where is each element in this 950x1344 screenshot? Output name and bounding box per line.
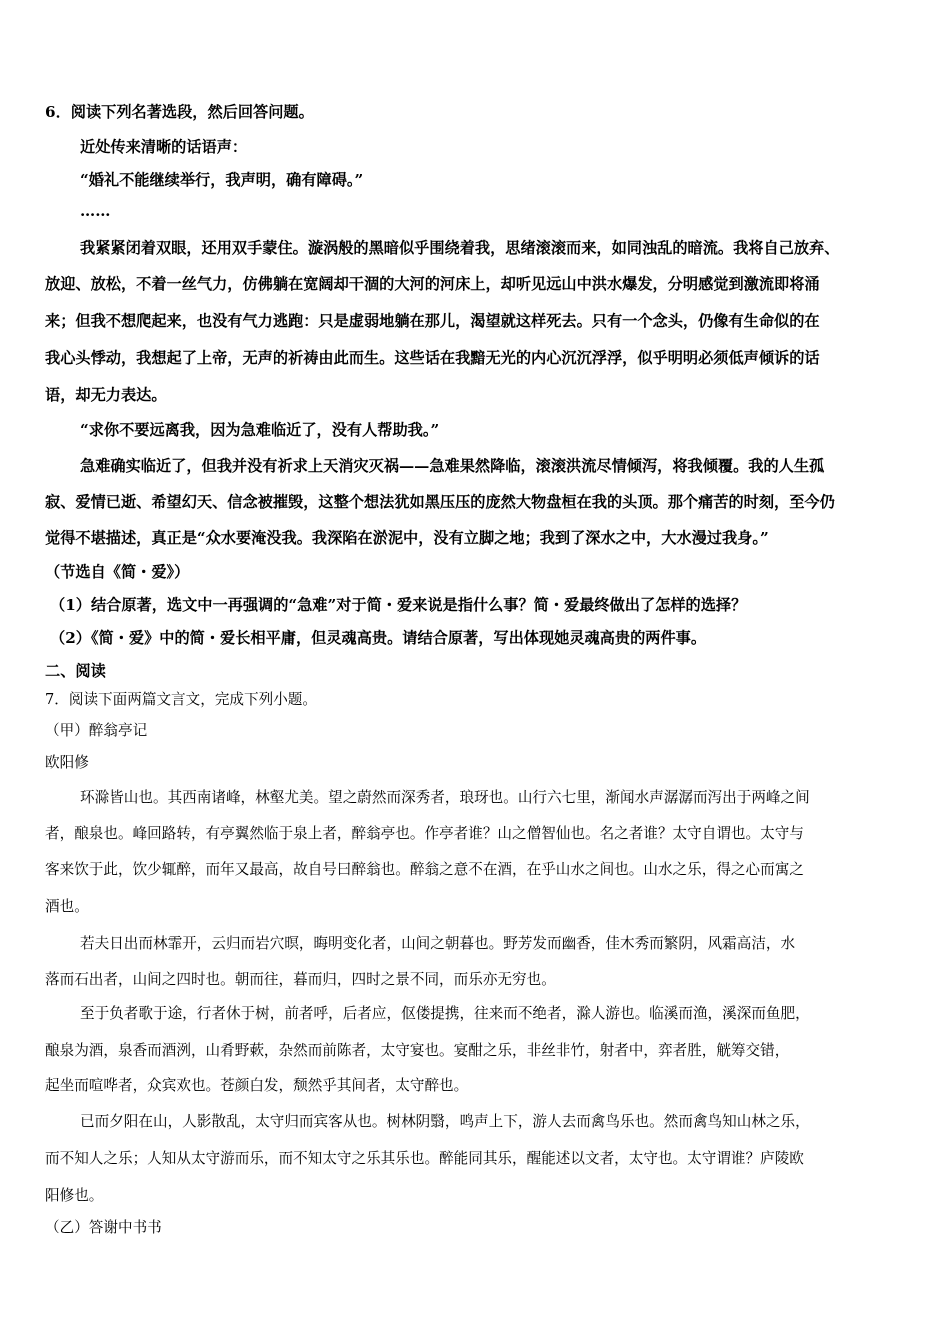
essay-paragraph-3-line: 起坐而喧哗者，众宾欢也。苍颜白发，颓然乎其间者，太守醉也。 (45, 1077, 469, 1094)
essay-paragraph-2-line: 落而石出者，山间之四时也。朝而往，暮而归，四时之景不同，而乐亦无穷也。 (45, 971, 556, 988)
essay-paragraph-4-line: 而不知人之乐；人知从太守游而乐，而不知太守之乐其乐也。醉能同其乐，醒能述以文者，太守也。太守谓谁？庐陵欧 (45, 1150, 804, 1167)
sub-question-1: （1）结合原著，选文中一再强调的“急难”对于简・爱来说是指什么事？简・爱最终做出了怎样的选择？ (50, 596, 747, 614)
sub-question-2: （2）《简・爱》中的简・爱长相平庸，但灵魂高贵。请结合原著，写出体现她灵魂高贵的两件事。 (50, 629, 707, 647)
excerpt-intro: 近处传来清晰的话语声： (80, 138, 248, 156)
essay-paragraph-1-line: 者，酿泉也。峰回路转，有亭翼然临于泉上者，醉翁亭也。作亭者谁？山之僧智仙也。名之者谁？太守自谓也。太守与 (45, 825, 804, 842)
essay-paragraph-1-line: 酒也。 (45, 898, 89, 915)
excerpt-paragraph-1-line: 来；但我不想爬起来，也没有气力逃跑：只是虚弱地躺在那儿，渴望就这样死去。只有一个念头，仍像有生命似的在 (45, 312, 820, 330)
essay-paragraph-1-line: 环滁皆山也。其西南诸峰，林壑尤美。望之蔚然而深秀者，琅玡也。山行六七里，渐闻水声潺潺而泻出于两峰之间 (80, 789, 810, 806)
essay-paragraph-4-line: 阳修也。 (45, 1187, 104, 1204)
essay-paragraph-1-line: 客来饮于此，饮少辄醉，而年又最高，故自号曰醉翁也。醉翁之意不在酒，在乎山水之间也。山水之乐，得之心而寓之 (45, 861, 804, 878)
excerpt-ellipsis: …… (80, 202, 111, 220)
essay-yi-title: （乙）答谢中书书 (45, 1219, 162, 1236)
excerpt-quote-2: “求你不要远离我，因为急难临近了，没有人帮助我。” (80, 421, 440, 439)
excerpt-quote-1: “婚礼不能继续举行，我声明，确有障碍。” (80, 171, 364, 189)
excerpt-paragraph-1-line: 我心头悸动，我想起了上帝，无声的祈祷由此而生。这些话在我黯无光的内心沉沉浮浮，似乎明明必须低声倾诉的话 (45, 349, 820, 367)
essay-paragraph-3-line: 酿泉为酒，泉香而酒洌，山肴野蔌，杂然而前陈者，太守宴也。宴酣之乐，非丝非竹，射者中，弈者胜，觥筹交错， (45, 1042, 790, 1059)
essay-paragraph-3-line: 至于负者歌于途，行者休于树，前者呼，后者应，伛偻提携，往来而不绝者，滁人游也。临溪而渔，溪深而鱼肥， (80, 1005, 810, 1022)
excerpt-source: （节选自《简・爱》） (45, 563, 190, 581)
essay-paragraph-2-line: 若夫日出而林霏开，云归而岩穴暝，晦明变化者，山间之朝暮也。野芳发而幽香，佳木秀而繁阴，风霜高洁，水 (80, 935, 796, 952)
excerpt-paragraph-2-line: 寂、爱情已逝、希望幻天、信念被摧毁，这整个想法犹如黑压压的庞然大物盘桓在我的头顶。那个痛苦的时刻，至今仍 (45, 493, 835, 511)
excerpt-paragraph-1-line: 我紧紧闭着双眼，还用双手蒙住。漩涡般的黑暗似乎围绕着我，思绪滚滚而来，如同浊乱的暗流。我将自己放弃、 (80, 239, 840, 257)
question-7-heading: 7．阅读下面两篇文言文，完成下列小题。 (45, 691, 317, 708)
essay-jia-title: （甲）醉翁亭记 (45, 722, 148, 739)
question-6-heading: 6．阅读下列名著选段，然后回答问题。 (45, 103, 314, 121)
excerpt-paragraph-2-line: 急难确实临近了，但我并没有祈求上天消灾灭祸——急难果然降临，滚滚洪流尽情倾泻，将我倾覆。我的人生孤 (80, 457, 825, 475)
excerpt-paragraph-1-line: 语，却无力表达。 (45, 386, 167, 404)
essay-paragraph-4-line: 已而夕阳在山，人影散乱，太守归而宾客从也。树林阴翳，鸣声上下，游人去而禽鸟乐也。然而禽鸟知山林之乐， (80, 1113, 810, 1130)
section-title: 二、阅读 (45, 662, 106, 680)
excerpt-paragraph-1-line: 放迎、放松，不着一丝气力，仿佛躺在宽阔却干涸的大河的河床上，却听见远山中洪水爆发，分明感觉到激流即将涌 (45, 275, 820, 293)
essay-author: 欧阳修 (45, 754, 89, 771)
excerpt-paragraph-2-line: 觉得不堪描述，真正是“众水要淹没我。我深陷在淤泥中，没有立脚之地；我到了深水之中，大水漫过我身。” (45, 529, 769, 547)
